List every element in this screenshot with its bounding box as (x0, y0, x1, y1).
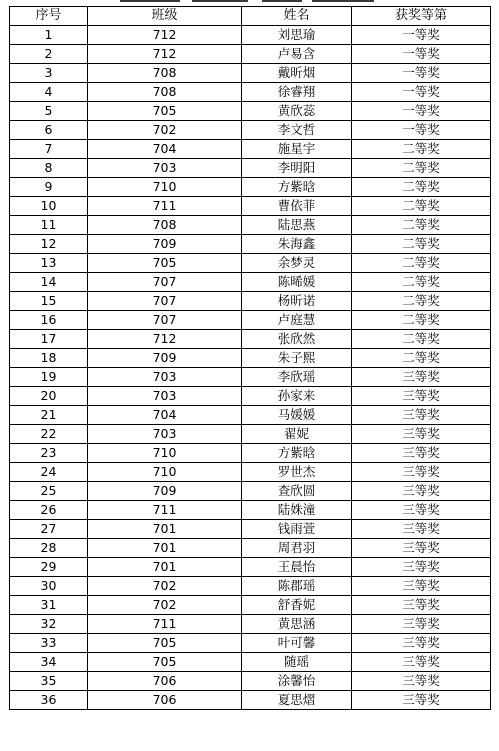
table-row (10, 102, 491, 121)
cell-class: 707 (88, 273, 242, 292)
cell-number: 26 (10, 501, 88, 520)
cell-award: 一等奖 (352, 121, 491, 140)
cell-number: 21 (10, 406, 88, 425)
cell-award: 二等奖 (352, 273, 491, 292)
cell-name: 余梦灵 (242, 254, 352, 273)
cell-award: 一等奖 (352, 64, 491, 83)
cell-award: 二等奖 (352, 254, 491, 273)
header-number: 序号 (10, 7, 88, 26)
cell-award: 三等奖 (352, 653, 491, 672)
cell-class: 705 (88, 254, 242, 273)
cell-class: 702 (88, 596, 242, 615)
table-row (10, 634, 491, 653)
table-row (10, 216, 491, 235)
cell-number: 16 (10, 311, 88, 330)
cell-number: 20 (10, 387, 88, 406)
cell-award: 三等奖 (352, 691, 491, 710)
table-row (10, 387, 491, 406)
table-row (10, 26, 491, 45)
cell-name: 戴昕烟 (242, 64, 352, 83)
cell-number: 1 (10, 26, 88, 45)
cell-number: 6 (10, 121, 88, 140)
cell-name: 陆姝潼 (242, 501, 352, 520)
cell-name: 王晨怡 (242, 558, 352, 577)
cell-class: 707 (88, 311, 242, 330)
table-row (10, 615, 491, 634)
cell-name: 涂馨怡 (242, 672, 352, 691)
cell-award: 二等奖 (352, 330, 491, 349)
cell-class: 702 (88, 121, 242, 140)
table-row (10, 368, 491, 387)
cell-name: 夏思熠 (242, 691, 352, 710)
cell-number: 3 (10, 64, 88, 83)
cell-name: 施星宇 (242, 140, 352, 159)
cell-number: 13 (10, 254, 88, 273)
table-row (10, 140, 491, 159)
cell-award: 三等奖 (352, 387, 491, 406)
cell-number: 27 (10, 520, 88, 539)
cell-number: 25 (10, 482, 88, 501)
cell-name: 卢庭慧 (242, 311, 352, 330)
cell-class: 708 (88, 64, 242, 83)
cell-name: 罗世杰 (242, 463, 352, 482)
table-row (10, 121, 491, 140)
cell-number: 14 (10, 273, 88, 292)
cell-award: 三等奖 (352, 444, 491, 463)
cell-number: 33 (10, 634, 88, 653)
cell-name: 钱雨萱 (242, 520, 352, 539)
cell-class: 711 (88, 615, 242, 634)
cell-class: 712 (88, 330, 242, 349)
table-row (10, 349, 491, 368)
cell-class: 709 (88, 235, 242, 254)
cell-name: 陆思燕 (242, 216, 352, 235)
cell-award: 二等奖 (352, 349, 491, 368)
cell-number: 22 (10, 425, 88, 444)
header-class: 班级 (88, 7, 242, 26)
cell-class: 710 (88, 463, 242, 482)
table-row (10, 558, 491, 577)
cell-number: 5 (10, 102, 88, 121)
cell-number: 30 (10, 577, 88, 596)
cell-award: 三等奖 (352, 425, 491, 444)
cell-award: 二等奖 (352, 159, 491, 178)
table-row (10, 254, 491, 273)
table-row (10, 520, 491, 539)
table-row (10, 235, 491, 254)
cell-award: 二等奖 (352, 178, 491, 197)
cell-class: 706 (88, 691, 242, 710)
cell-class: 708 (88, 83, 242, 102)
cell-number: 18 (10, 349, 88, 368)
cell-number: 2 (10, 45, 88, 64)
cell-class: 701 (88, 520, 242, 539)
table-row (10, 406, 491, 425)
cell-award: 三等奖 (352, 520, 491, 539)
cell-name: 翟妮 (242, 425, 352, 444)
table-row (10, 482, 491, 501)
cell-number: 31 (10, 596, 88, 615)
cell-number: 24 (10, 463, 88, 482)
cell-number: 12 (10, 235, 88, 254)
cell-number: 29 (10, 558, 88, 577)
cell-number: 7 (10, 140, 88, 159)
cell-award: 三等奖 (352, 482, 491, 501)
cell-number: 17 (10, 330, 88, 349)
cell-class: 710 (88, 178, 242, 197)
cell-number: 36 (10, 691, 88, 710)
table-row (10, 577, 491, 596)
cell-class: 703 (88, 387, 242, 406)
cell-award: 三等奖 (352, 501, 491, 520)
cell-number: 35 (10, 672, 88, 691)
cell-award: 三等奖 (352, 368, 491, 387)
table-row (10, 425, 491, 444)
cell-name: 徐睿翔 (242, 83, 352, 102)
cell-name: 孙家来 (242, 387, 352, 406)
cell-award: 一等奖 (352, 45, 491, 64)
cell-number: 28 (10, 539, 88, 558)
cell-name: 刘思瑜 (242, 26, 352, 45)
cell-number: 15 (10, 292, 88, 311)
table-header-row (10, 7, 491, 26)
cell-award: 三等奖 (352, 615, 491, 634)
table-row (10, 159, 491, 178)
cell-award: 三等奖 (352, 634, 491, 653)
cell-class: 709 (88, 482, 242, 501)
cell-class: 701 (88, 558, 242, 577)
cell-number: 10 (10, 197, 88, 216)
header-award: 获奖等第 (352, 7, 491, 26)
cell-award: 二等奖 (352, 311, 491, 330)
cell-class: 711 (88, 501, 242, 520)
cell-award: 一等奖 (352, 26, 491, 45)
cell-name: 黄思涵 (242, 615, 352, 634)
cell-class: 712 (88, 45, 242, 64)
cell-class: 708 (88, 216, 242, 235)
table-row (10, 501, 491, 520)
cell-award: 三等奖 (352, 558, 491, 577)
cell-award: 一等奖 (352, 83, 491, 102)
cell-award: 二等奖 (352, 235, 491, 254)
cell-class: 707 (88, 292, 242, 311)
cell-number: 19 (10, 368, 88, 387)
cell-class: 705 (88, 653, 242, 672)
table-row (10, 45, 491, 64)
table-row (10, 64, 491, 83)
cell-award: 二等奖 (352, 292, 491, 311)
cell-class: 706 (88, 672, 242, 691)
cell-name: 黄欣蕊 (242, 102, 352, 121)
table-row (10, 444, 491, 463)
cell-name: 朱子熙 (242, 349, 352, 368)
cell-name: 李文哲 (242, 121, 352, 140)
table-row (10, 672, 491, 691)
cell-award: 三等奖 (352, 463, 491, 482)
cell-class: 712 (88, 26, 242, 45)
cell-class: 702 (88, 577, 242, 596)
table-row (10, 292, 491, 311)
cell-award: 三等奖 (352, 406, 491, 425)
table-row (10, 691, 491, 710)
cell-name: 卢易含 (242, 45, 352, 64)
table-row (10, 539, 491, 558)
cell-name: 查欣圆 (242, 482, 352, 501)
cell-name: 李欣瑶 (242, 368, 352, 387)
cell-class: 704 (88, 406, 242, 425)
table-body (10, 26, 491, 710)
cell-class: 703 (88, 368, 242, 387)
cell-name: 方紫晗 (242, 178, 352, 197)
cell-name: 陈晞媛 (242, 273, 352, 292)
cell-name: 方紫晗 (242, 444, 352, 463)
cell-name: 叶可馨 (242, 634, 352, 653)
cell-name: 张欣然 (242, 330, 352, 349)
cell-number: 23 (10, 444, 88, 463)
cell-award: 三等奖 (352, 539, 491, 558)
cell-name: 曹依菲 (242, 197, 352, 216)
header-name: 姓名 (242, 7, 352, 26)
cell-award: 三等奖 (352, 672, 491, 691)
cell-class: 704 (88, 140, 242, 159)
table-row (10, 653, 491, 672)
cell-name: 马媛媛 (242, 406, 352, 425)
cell-award: 二等奖 (352, 216, 491, 235)
table-row (10, 596, 491, 615)
cell-number: 4 (10, 83, 88, 102)
cell-class: 711 (88, 197, 242, 216)
cell-award: 三等奖 (352, 577, 491, 596)
cell-name: 陈郡瑶 (242, 577, 352, 596)
cell-class: 710 (88, 444, 242, 463)
cell-award: 二等奖 (352, 140, 491, 159)
awards-table (9, 6, 491, 710)
table-row (10, 311, 491, 330)
cell-class: 703 (88, 159, 242, 178)
table-row (10, 330, 491, 349)
cell-name: 李明阳 (242, 159, 352, 178)
cell-name: 杨昕诺 (242, 292, 352, 311)
table-row (10, 273, 491, 292)
cell-award: 二等奖 (352, 197, 491, 216)
cell-class: 709 (88, 349, 242, 368)
cell-class: 705 (88, 102, 242, 121)
cell-name: 朱海鑫 (242, 235, 352, 254)
cell-number: 34 (10, 653, 88, 672)
cell-name: 随瑶 (242, 653, 352, 672)
cell-name: 舒香妮 (242, 596, 352, 615)
cell-number: 8 (10, 159, 88, 178)
cell-award: 三等奖 (352, 596, 491, 615)
cell-award: 一等奖 (352, 102, 491, 121)
cell-number: 11 (10, 216, 88, 235)
cell-class: 705 (88, 634, 242, 653)
table-row (10, 197, 491, 216)
table-row (10, 178, 491, 197)
cell-number: 32 (10, 615, 88, 634)
cell-class: 701 (88, 539, 242, 558)
cell-name: 周君羽 (242, 539, 352, 558)
cell-class: 703 (88, 425, 242, 444)
table-row (10, 83, 491, 102)
cell-number: 9 (10, 178, 88, 197)
table-row (10, 463, 491, 482)
